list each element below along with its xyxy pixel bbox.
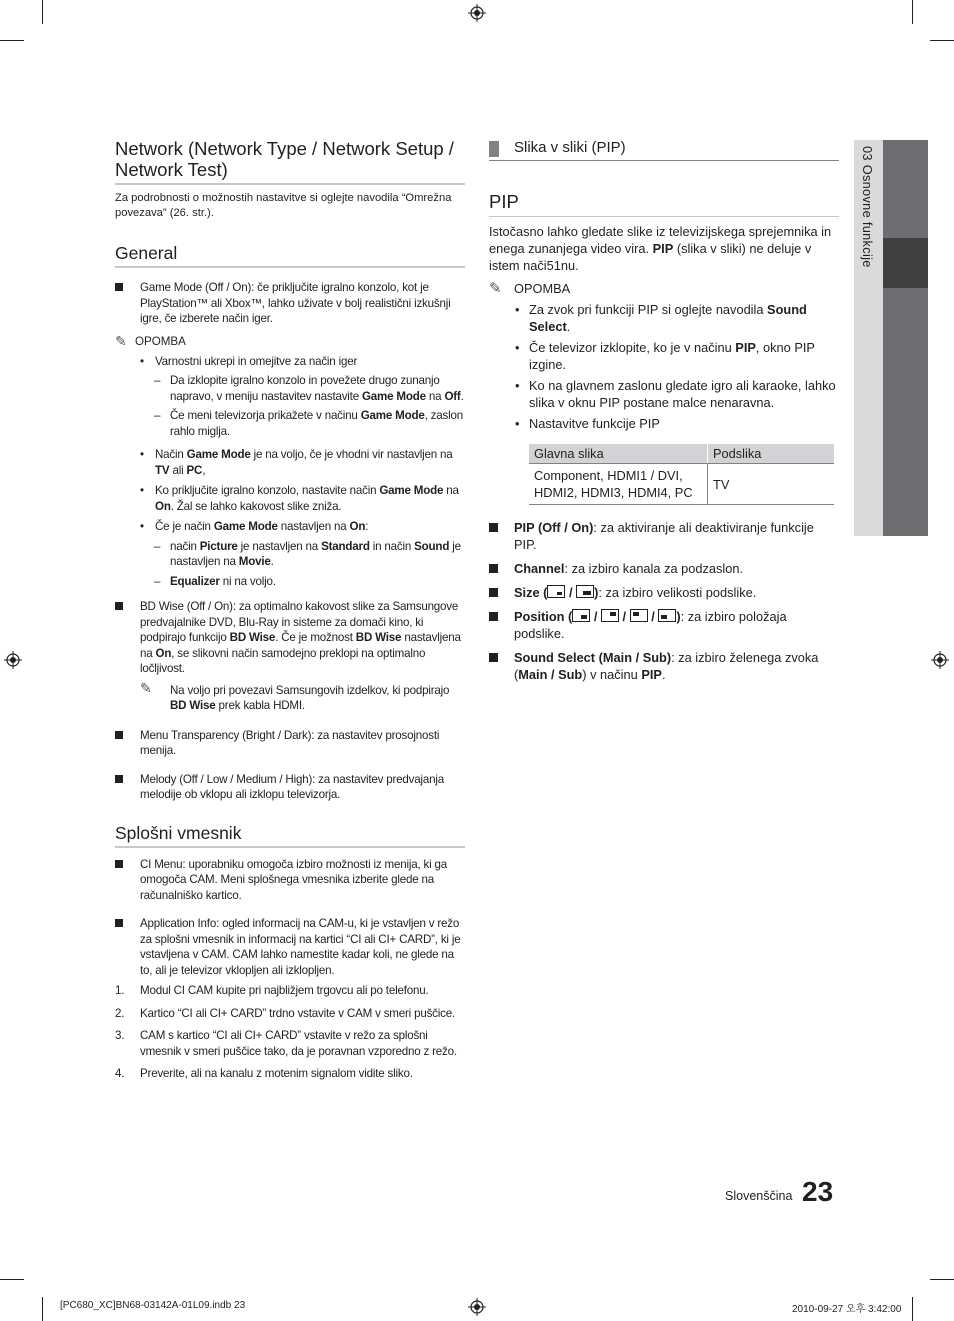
text: na <box>425 389 445 403</box>
list-item <box>115 373 465 404</box>
term: BD Wise <box>170 699 216 712</box>
table-header-row <box>529 444 834 464</box>
term: Movie <box>238 555 271 568</box>
text: . <box>270 555 274 568</box>
list-item <box>489 339 839 373</box>
text: : za izbiro želenega zvoka ( <box>514 650 819 682</box>
label-sound-select: Sound Select (Main / Sub) <box>514 650 672 665</box>
term: Picture <box>199 539 238 553</box>
heading-common-interface: Splošni vmesnik <box>115 822 242 843</box>
text: Če je način <box>155 520 214 533</box>
text: Ko na glavnem zaslonu gledate igro ali karaoke, lahko slika v oknu PIP postane malce nenaravna. <box>529 378 836 410</box>
note-bd-wise <box>115 679 465 714</box>
registration-mark-icon <box>468 4 486 22</box>
step-number: 4. <box>115 1067 125 1080</box>
footer-language: Slovenščina <box>725 1189 793 1203</box>
position-bottom-right-icon <box>572 609 590 622</box>
text: : za nastavitev prosojnosti menija. <box>140 728 440 757</box>
text: : za nastavitev predvajanja melodije ob vklopu ali izklopu televizorja. <box>140 772 444 801</box>
table-row <box>529 464 834 505</box>
step-text: Kartico “CI ali CI+ CARD” trdno vstavite v CAM v smeri puščice. <box>140 1006 456 1020</box>
size-small-icon <box>547 585 565 598</box>
list-item <box>115 519 465 535</box>
term: PIP <box>652 241 674 256</box>
text: . <box>661 667 666 682</box>
registration-mark-icon <box>468 1298 486 1316</box>
crop-mark <box>0 1279 24 1280</box>
label-position: Position ( <box>514 609 573 624</box>
network-intro: Za podrobnosti o možnostih nastavitve si oglejte navodila “Omrežna povezava” (26. str.). <box>115 192 452 219</box>
divider <box>115 266 465 268</box>
text: nastavljena na <box>140 631 461 660</box>
text: , okno PIP izgine. <box>529 340 815 372</box>
step-number: 1. <box>115 984 125 997</box>
text: je nastavljen na <box>237 539 322 553</box>
step-number: 2. <box>115 1006 125 1020</box>
section-title-network: Network (Network Type / Network Setup / Network Test) <box>115 138 454 180</box>
print-slug-date: 2010-09-27 오후 3:42:00 <box>792 1304 902 1315</box>
text: : za izbiro velikosti podslike. <box>598 585 757 600</box>
text: Istočasno lahko gledate slike iz televizijskega sprejemnika in enega zunanjega video vira. <box>489 224 832 256</box>
text: prek kabla HDMI. <box>215 699 305 712</box>
label-menu-transparency: Menu Transparency (Bright / Dark) <box>140 728 312 742</box>
separator: / <box>647 609 659 624</box>
term: Main / Sub <box>518 667 583 682</box>
term: Game Mode <box>361 389 426 403</box>
label-pip: PIP (Off / On) <box>514 520 594 535</box>
registration-mark-icon <box>931 651 949 669</box>
step-item <box>115 1066 465 1082</box>
step-item <box>115 1006 465 1022</box>
label-bd-wise: BD Wise (Off / On) <box>140 600 233 613</box>
crop-mark <box>0 40 24 41</box>
text: Če meni televizorja prikažete v načinu <box>170 409 361 422</box>
item-melody <box>115 772 465 803</box>
term: PIP <box>735 340 756 355</box>
right-column <box>489 138 839 683</box>
text: in način <box>369 539 415 553</box>
term: TV <box>155 463 170 477</box>
divider <box>489 160 839 161</box>
text: Način <box>155 448 187 461</box>
text: Da izklopite igralno konzolo in povežete drugo zunanjo napravo, v meniju nastavitev nastavite <box>170 374 440 403</box>
text: Na voljo pri povezavi Samsungovih izdelkov, ki podpirajo <box>170 683 450 697</box>
crop-mark <box>42 0 43 24</box>
note-game-mode <box>115 334 465 349</box>
crop-mark <box>912 1297 913 1321</box>
term: Game Mode <box>186 448 251 461</box>
heading-general: General <box>115 243 178 263</box>
text: ) v načinu <box>582 667 642 682</box>
text: ) <box>676 609 681 624</box>
position-top-left-icon <box>630 609 648 622</box>
pencil-note-icon: ✎ <box>140 679 152 696</box>
list-item <box>489 415 839 432</box>
text: : ogled informacij na CAM-u, ki je vstavljen v režo za splošni vmesnik in informacij na kartici “CI ali CI+ CARD”, ki je vstavljena v CAM. CAM lahko namestite kadar koli, ne glede na to, ali je televizor vklopljen ali izklopljen. <box>140 917 461 977</box>
chapter-label: 03 Osnovne funkcije <box>860 146 875 268</box>
divider <box>115 183 465 185</box>
crop-mark <box>930 40 954 41</box>
list-item <box>115 447 465 478</box>
crop-mark <box>930 1279 954 1280</box>
separator: / <box>565 585 577 600</box>
text-game-mode: : če priključite igralno konzolo, kot je PlayStation™ ali Xbox™, lahko uživate v bolj realistični izkušnji igre, če izberete način iger. <box>140 281 451 325</box>
item-position <box>489 608 839 642</box>
term: BD Wise <box>355 631 402 644</box>
text: Nastavitve funkcije PIP <box>529 416 660 431</box>
text: ) <box>594 585 599 600</box>
label-application-info: Application Info <box>140 917 217 930</box>
text: . Če je možnost <box>275 631 356 644</box>
text: : za izbiro položaja podslike. <box>514 609 787 641</box>
label-channel: Channel <box>514 561 565 576</box>
text: ali <box>169 463 187 477</box>
term: PC <box>186 463 203 477</box>
table-header: Podslika <box>708 444 835 464</box>
pip-intro <box>489 223 839 274</box>
item-size <box>489 584 839 601</box>
term: Standard <box>321 539 370 553</box>
text: : za optimalno kakovost slike za Samsungove predvajalnike DVD, Blu-Ray in sisteme za domači kino, ki podpirajo funkcijo <box>140 600 459 644</box>
text: : za izbiro kanala za podzaslon. <box>564 561 744 576</box>
text: način <box>170 539 200 553</box>
step-number: 3. <box>115 1029 125 1042</box>
text: , zaslon rahlo miglja. <box>170 409 463 438</box>
table-cell: TV <box>708 464 835 505</box>
text: . Žal se lahko kakovost slike zniža. <box>170 499 342 513</box>
term: Sound Select <box>529 302 807 334</box>
text: ni na voljo. <box>219 574 276 588</box>
term: Equalizer <box>170 574 220 588</box>
heading-pip: PIP <box>489 191 519 212</box>
term: Off <box>444 389 461 403</box>
table-cell: Component, HDMI1 / DVI, HDMI2, HDMI3, HDMI4, PC <box>529 464 708 505</box>
term: Game Mode <box>213 520 278 533</box>
crop-mark <box>912 0 913 24</box>
list-item <box>489 301 839 335</box>
divider <box>115 846 465 848</box>
text: , <box>202 463 206 477</box>
text: je na voljo, če je vhodni vir nastavljen na <box>250 448 453 461</box>
item-channel <box>489 560 839 577</box>
text: nastavljen na <box>277 520 350 533</box>
term: Sound <box>414 539 450 553</box>
item-bd-wise <box>115 599 465 677</box>
step-text: Preverite, ali na kanalu z motenim signalom vidite sliko. <box>140 1067 413 1080</box>
list-item <box>115 408 465 439</box>
tab-active-marker <box>883 238 928 288</box>
text: Ko priključite igralno konzolo, nastavite način <box>155 484 380 497</box>
label-size: Size ( <box>514 585 548 600</box>
separator: / <box>618 609 630 624</box>
step-item <box>115 983 465 999</box>
text: . <box>460 389 464 403</box>
item-application-info <box>115 916 465 978</box>
registration-mark-icon <box>4 651 22 669</box>
list-item <box>115 483 465 514</box>
list-item <box>115 539 465 570</box>
section-title-pip: Slika v sliki (PIP) <box>489 138 839 158</box>
position-top-right-icon <box>601 609 619 622</box>
size-large-icon <box>576 585 594 598</box>
page-number: 23 <box>802 1176 834 1207</box>
crop-mark <box>42 1297 43 1321</box>
text: : <box>365 520 369 533</box>
note-label: OPOMBA <box>514 281 571 296</box>
note-pip <box>489 281 839 297</box>
label-game-mode: Game Mode (Off / On) <box>140 281 252 294</box>
text: (slika v sliki) ne deluje v istem nači51nu. <box>489 241 812 273</box>
text: . <box>566 319 571 334</box>
term: PIP <box>641 667 662 682</box>
chapter-tab <box>854 140 928 536</box>
pencil-note-icon: ✎ <box>489 280 502 297</box>
step-text: CAM s kartico “CI ali CI+ CARD” vstavite v režo za splošni vmesnik v smeri puščice tako, da je poravnan vzporedno z režo. <box>140 1029 457 1058</box>
term: Game Mode <box>360 409 425 422</box>
term: Game Mode <box>379 484 444 497</box>
step-item <box>115 1028 465 1059</box>
item-menu-transparency <box>115 728 465 759</box>
table-header: Glavna slika <box>529 444 708 464</box>
step-text: Modul CI CAM kupite pri najbližjem trgovcu ali po telefonu. <box>140 984 429 997</box>
term: On <box>349 520 366 533</box>
tab-dark-strip <box>883 140 928 536</box>
list-item-text: Varnostni ukrepi in omejitve za način iger <box>155 354 358 368</box>
pip-settings-table <box>529 444 834 505</box>
item-game-mode <box>115 280 465 327</box>
list-item <box>115 354 465 370</box>
position-bottom-left-icon <box>658 609 676 622</box>
text: , se slikovni način samodejno preklopi na optimalno ločljivost. <box>140 646 426 675</box>
left-column <box>115 138 465 1082</box>
print-slug-file: [PC680_XC]BN68-03142A-01L09.indb 23 <box>60 1300 246 1311</box>
note-label: OPOMBA <box>135 334 186 348</box>
text: na <box>443 484 459 497</box>
item-pip <box>489 519 839 553</box>
text: Za zvok pri funkciji PIP si oglejte navodila <box>529 302 768 317</box>
label-ci-menu: CI Menu <box>140 857 183 871</box>
list-item <box>115 574 465 590</box>
term: On <box>155 499 171 513</box>
list-item <box>489 377 839 411</box>
term: On <box>155 646 172 660</box>
separator: / <box>590 609 601 624</box>
divider <box>489 216 839 217</box>
term: BD Wise <box>229 631 276 644</box>
steps-list <box>115 983 465 1082</box>
item-ci-menu <box>115 857 465 904</box>
text: Če televizor izklopite, ko je v načinu <box>529 340 736 355</box>
text: : uporabniku omogoča izbiro možnosti iz menija, ki ga omogoča CAM. Meni splošnega vmesnika izberite glede na računalniško kartico. <box>140 857 447 902</box>
label-melody: Melody (Off / Low / Medium / High) <box>140 772 313 786</box>
item-sound-select <box>489 649 839 683</box>
text: : za aktiviranje ali deaktiviranje funkcije PIP. <box>514 520 814 552</box>
pencil-note-icon: ✎ <box>115 333 127 349</box>
text: je nastavljen na <box>170 539 461 568</box>
